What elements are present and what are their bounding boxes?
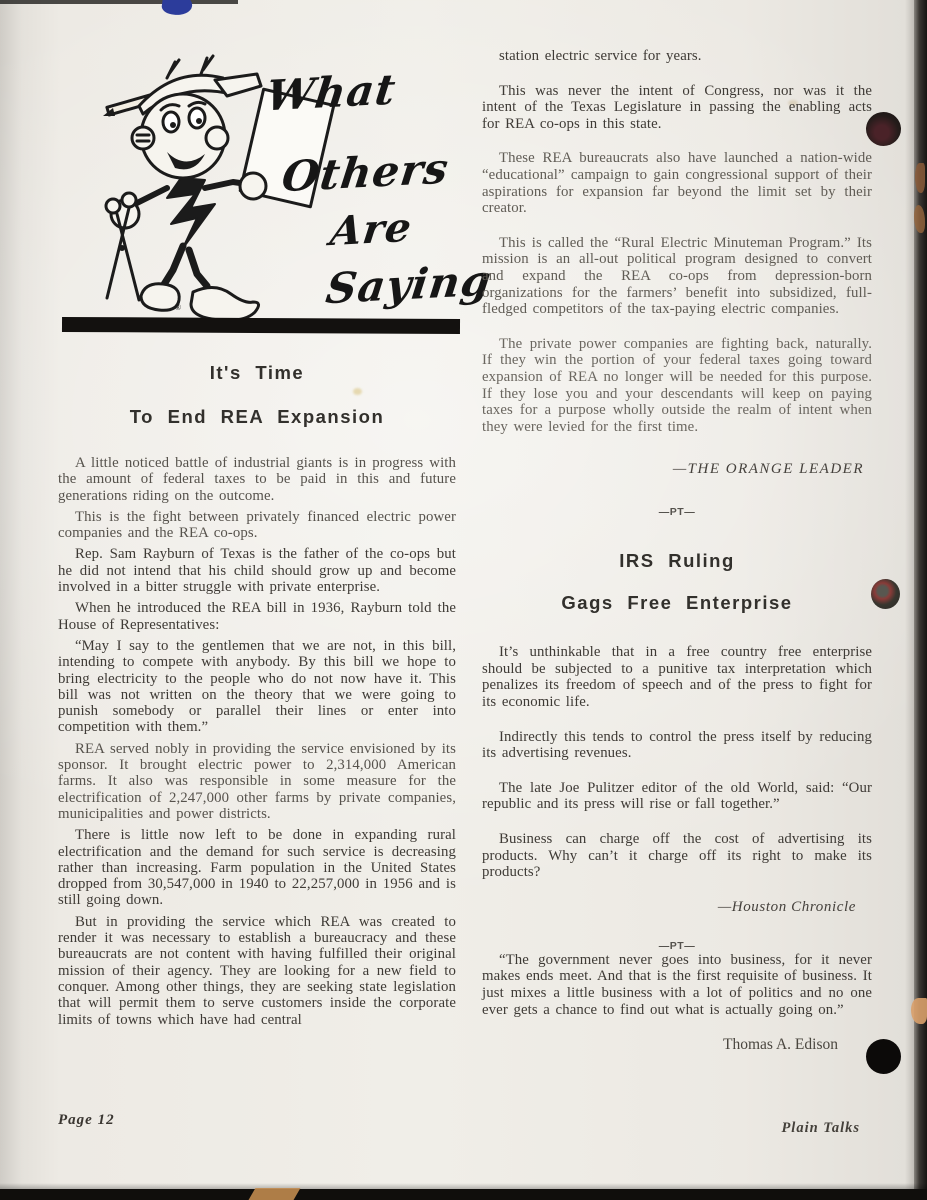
edge-stain <box>915 163 925 193</box>
paragraph: Rep. Sam Rayburn of Texas is the father of the co-ops but he did not intend that his child should grow up and become involved in a bitter struggle with private enterprise. <box>58 546 456 596</box>
paragraph: There is little now left to be done in expanding rural electrification and the demand for such service is decreasing rather than increasing. Farm population in the United States dropped from 30,547,000 in 1940 to 22,257,000 in 1956 and is still going down. <box>58 827 456 909</box>
masthead-title-word: What <box>263 64 399 121</box>
masthead-title-word: Are <box>327 203 415 256</box>
paragraph: This is called the “Rural Electric Minuteman Program.” Its mission is an all-out political program designed to convert and expand the REA co-ops from depression-born organizations for the farmers’ benefit into subsidized, full-fledged competitors of the tax-paying electric companies. <box>482 234 872 318</box>
paragraph: A little noticed battle of industrial giants is in progress with the amount of federal taxes to be paid in this and future generations riding on the outcome. <box>58 455 456 504</box>
article2-title-line1: IRS Ruling <box>619 550 735 572</box>
scan-top-edge <box>0 0 238 4</box>
article1-title-line2: To End REA Expansion <box>129 406 385 427</box>
article2-title-line2: Gags Free Enterprise <box>561 592 793 614</box>
paragraph: It’s unthinkable that in a free country free enterprise should be subjected to a punitive tax interpretation which penalizes its freedom of speech and of the press to fight for its economic life. <box>482 644 872 711</box>
article1-title-line1: It's Time <box>209 362 305 383</box>
paragraph: This was never the intent of Congress, nor was it the intent of the Texas Legislature in passing the enabling acts for REA co-ops in this state. <box>482 82 872 132</box>
paragraph: station electric service for years. <box>499 48 702 64</box>
edison-quote: “The government never goes into business, for it never makes ends meet. And that is the first requisite of business. It just mixes a little business with a lot of politics and no one ever gets a chance to find out what is actually going on.” <box>482 951 872 1018</box>
pt-separator: —PT— <box>658 939 696 952</box>
paragraph: The late Joe Pulitzer editor of the old World, said: “Our republic and its press will rise or fall together.” <box>482 779 872 813</box>
masthead-title-word: Saying <box>323 255 495 314</box>
scan-bottom-edge <box>0 1189 927 1200</box>
svg-text:®: ® <box>175 303 182 312</box>
paragraph: These REA bureaucrats also have launched a nation-wide “educational” campaign to gain congressional support of their aspirations for expansion far beyond the limit set by their creator. <box>482 150 872 217</box>
left-column <box>58 362 456 1033</box>
pt-separator: —PT— <box>658 506 696 519</box>
paragraph: But in providing the service which REA was created to render it was necessary to establish a bureaucracy and these bureaucrats are not content with having fulfilled their original mission of their agency. They are looking for a new field to conquer. Among other things, they are seeking state legislation that will permit them to serve customers inside the corporate limits of towns which have had central <box>58 913 456 1028</box>
corner-stain <box>911 998 927 1024</box>
right-column <box>482 48 872 1054</box>
paragraph: REA served nobly in providing the service envisioned by its sponsor. It brought electric power to 2,314,000 American farms. It also was responsible in some measure for the electrification of 2,247,000 other farms by private companies, municipalities and power districts. <box>58 740 456 822</box>
publication-name: Plain Talks <box>781 1120 860 1136</box>
page-number: Page 12 <box>58 1112 115 1128</box>
attribution-houston-chronicle: —Houston Chronicle <box>717 898 856 915</box>
paragraph: When he introduced the REA bill in 1936, Rayburn told the House of Representatives: <box>58 600 456 633</box>
punch-hole-middle <box>871 579 900 609</box>
paragraph: This is the fight between privately financed electric power companies and the REA co-ops. <box>58 508 456 542</box>
paragraph: The private power companies are fighting back, naturally. If they win the portion of your federal taxes going toward expansion of REA no longer will be needed for this purpose. If they lose you and your descendants will keep on paying taxes for a purpose wholly outside the realm of intent when they were levied for the first time. <box>482 335 872 435</box>
paragraph: Business can charge off the cost of advertising its products. Why can’t it charge off its right to make its products? <box>482 831 872 881</box>
masthead-rule <box>62 317 460 334</box>
attribution-orange-leader: —THE ORANGE LEADER <box>672 461 864 478</box>
bottom-stain <box>249 1188 301 1200</box>
paragraph: “May I say to the gentlemen that we are not, in this bill, intending to compete with anybody. By this bill we hope to bring electricity to the people who do not now have it. This bill was not written on the theory that we were going to punish somebody or parallel their lines or enter into competition with them.” <box>58 637 456 736</box>
paragraph: Indirectly this tends to control the press itself by reducing its advertising revenues. <box>482 728 872 762</box>
edison-signature: Thomas A. Edison <box>723 1036 838 1054</box>
masthead-title-word: Others <box>279 143 452 202</box>
blue-pen-mark <box>161 0 193 17</box>
masthead <box>55 48 495 324</box>
